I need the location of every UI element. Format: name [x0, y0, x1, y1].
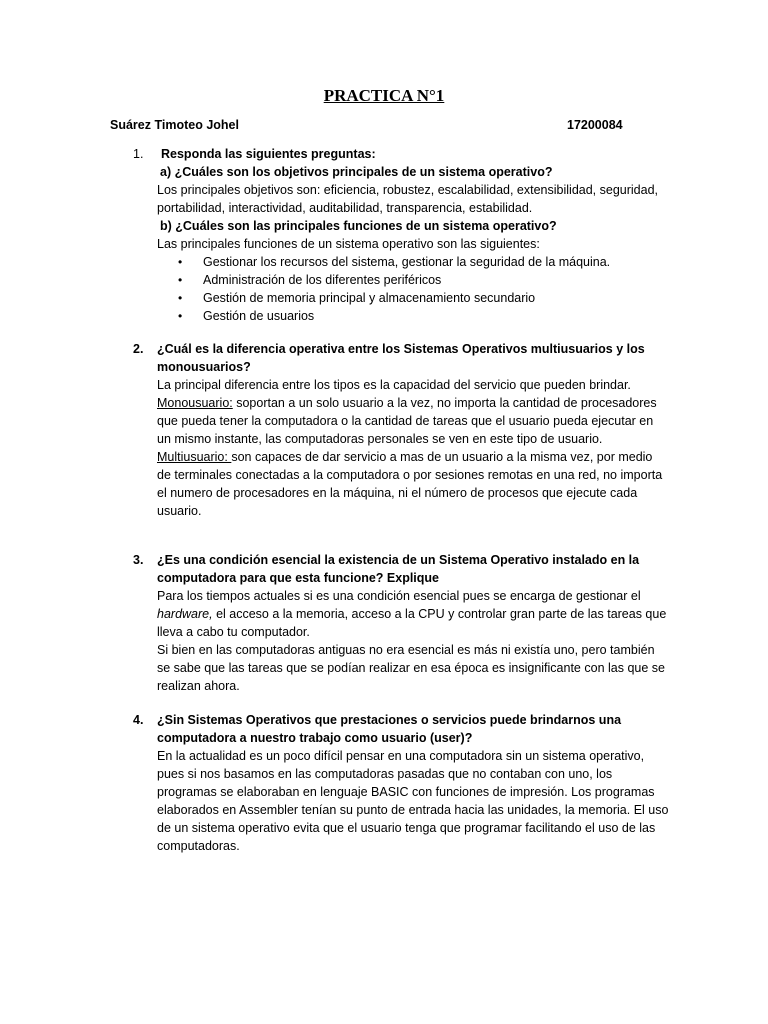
question-4-number: 4.	[133, 713, 144, 727]
bullet-icon: •	[178, 309, 183, 323]
question-2-multi-paragraph: Multiusuario: son capaces de dar servicio a mas de un usuario a la misma vez, por medio de terminales conectadas a la computadora o por sesiones remotas en una red, no importa el numero de procesadores en la máquina, ni el número de procesos que ejecute cada usuario.	[157, 450, 663, 518]
list-item: • Gestión de usuarios	[178, 309, 315, 323]
bullet-icon: •	[178, 273, 183, 287]
question-1-heading: Responda las siguientes preguntas:	[161, 147, 376, 161]
question-3-number: 3.	[133, 553, 144, 567]
question-1b-intro: Las principales funciones de un sistema operativo son las siguientes:	[157, 237, 540, 251]
author-name: Suárez Timoteo Johel	[110, 118, 239, 132]
question-3-text: ¿Es una condición esencial la existencia de un Sistema Operativo instalado en la computadora para que esta funcione? Explique	[157, 553, 640, 585]
question-3-answer-2: Si bien en las computadoras antiguas no era esencial es más ni existía uno, pero también se sabe que las tareas que se podían realizar en esa época es insignificante con las que se realizan ahora.	[157, 643, 665, 693]
student-code: 17200084	[567, 118, 623, 132]
bullet-icon: •	[178, 255, 183, 269]
question-2-section	[133, 340, 669, 520]
question-4-answer: En la actualidad es un poco difícil pensar en una computadora sin un sistema operativo, pues si nos basamos en las computadoras pasadas que no contaban con uno, los programas se elaboraban en lenguaje BASIC con funciones de impresión. Los programas elaborados en Assembler tenían su punto de entrada hacia las unidades, la memoria. El uso de un sistema operativo evita que el usuario tenga que programar facilitando el uso de las computadoras.	[157, 749, 669, 853]
question-1b-text: b) ¿Cuáles son las principales funciones de un sistema operativo?	[160, 219, 557, 233]
question-4-section	[133, 711, 669, 855]
question-1-section	[133, 145, 669, 325]
question-1a-text: a) ¿Cuáles son los objetivos principales de un sistema operativo?	[160, 165, 553, 179]
question-4-text: ¿Sin Sistemas Operativos que prestaciones o servicios puede brindarnos una computadora a nuestro trabajo como usuario (user)?	[157, 713, 622, 745]
question-1-number: 1.	[133, 147, 144, 161]
question-2-number: 2.	[133, 342, 144, 356]
question-2-intro: La principal diferencia entre los tipos es la capacidad del servicio que pueden brindar.	[157, 378, 631, 392]
list-item: • Gestionar los recursos del sistema, gestionar la seguridad de la máquina.	[178, 255, 611, 269]
multiusuario-label: Multiusuario:	[157, 450, 232, 464]
monousuario-label: Monousuario:	[157, 396, 233, 410]
question-2-text: ¿Cuál es la diferencia operativa entre los Sistemas Operativos multiusuarios y los monousuarios?	[157, 342, 645, 374]
question-3-answer-1: Para los tiempos actuales si es una condición esencial pues se encarga de gestionar el hardware, el acceso a la memoria, acceso a la CPU y controlar gran parte de las tareas que lleva a cabo tu computador.	[157, 589, 667, 639]
question-2-mono-paragraph: Monousuario: soportan a un solo usuario a la vez, no importa la cantidad de procesadores que pueda tener la computadora o la cantidad de tareas que el usuario pueda ejecutar en un mismo instante, las computadoras personales se ven en este tipo de usuario.	[157, 396, 657, 446]
functions-list	[157, 253, 669, 325]
document-title: PRACTICA N°1	[323, 86, 445, 105]
list-item: • Administración de los diferentes periféricos	[178, 273, 442, 287]
list-item: • Gestión de memoria principal y almacenamiento secundario	[178, 291, 536, 305]
question-1a-answer: Los principales objetivos son: eficiencia, robustez, escalabilidad, extensibilidad, seguridad, portabilidad, interactividad, auditabilidad, transparencia, estabilidad.	[157, 183, 658, 215]
bullet-icon: •	[178, 291, 183, 305]
question-3-section	[133, 551, 669, 695]
